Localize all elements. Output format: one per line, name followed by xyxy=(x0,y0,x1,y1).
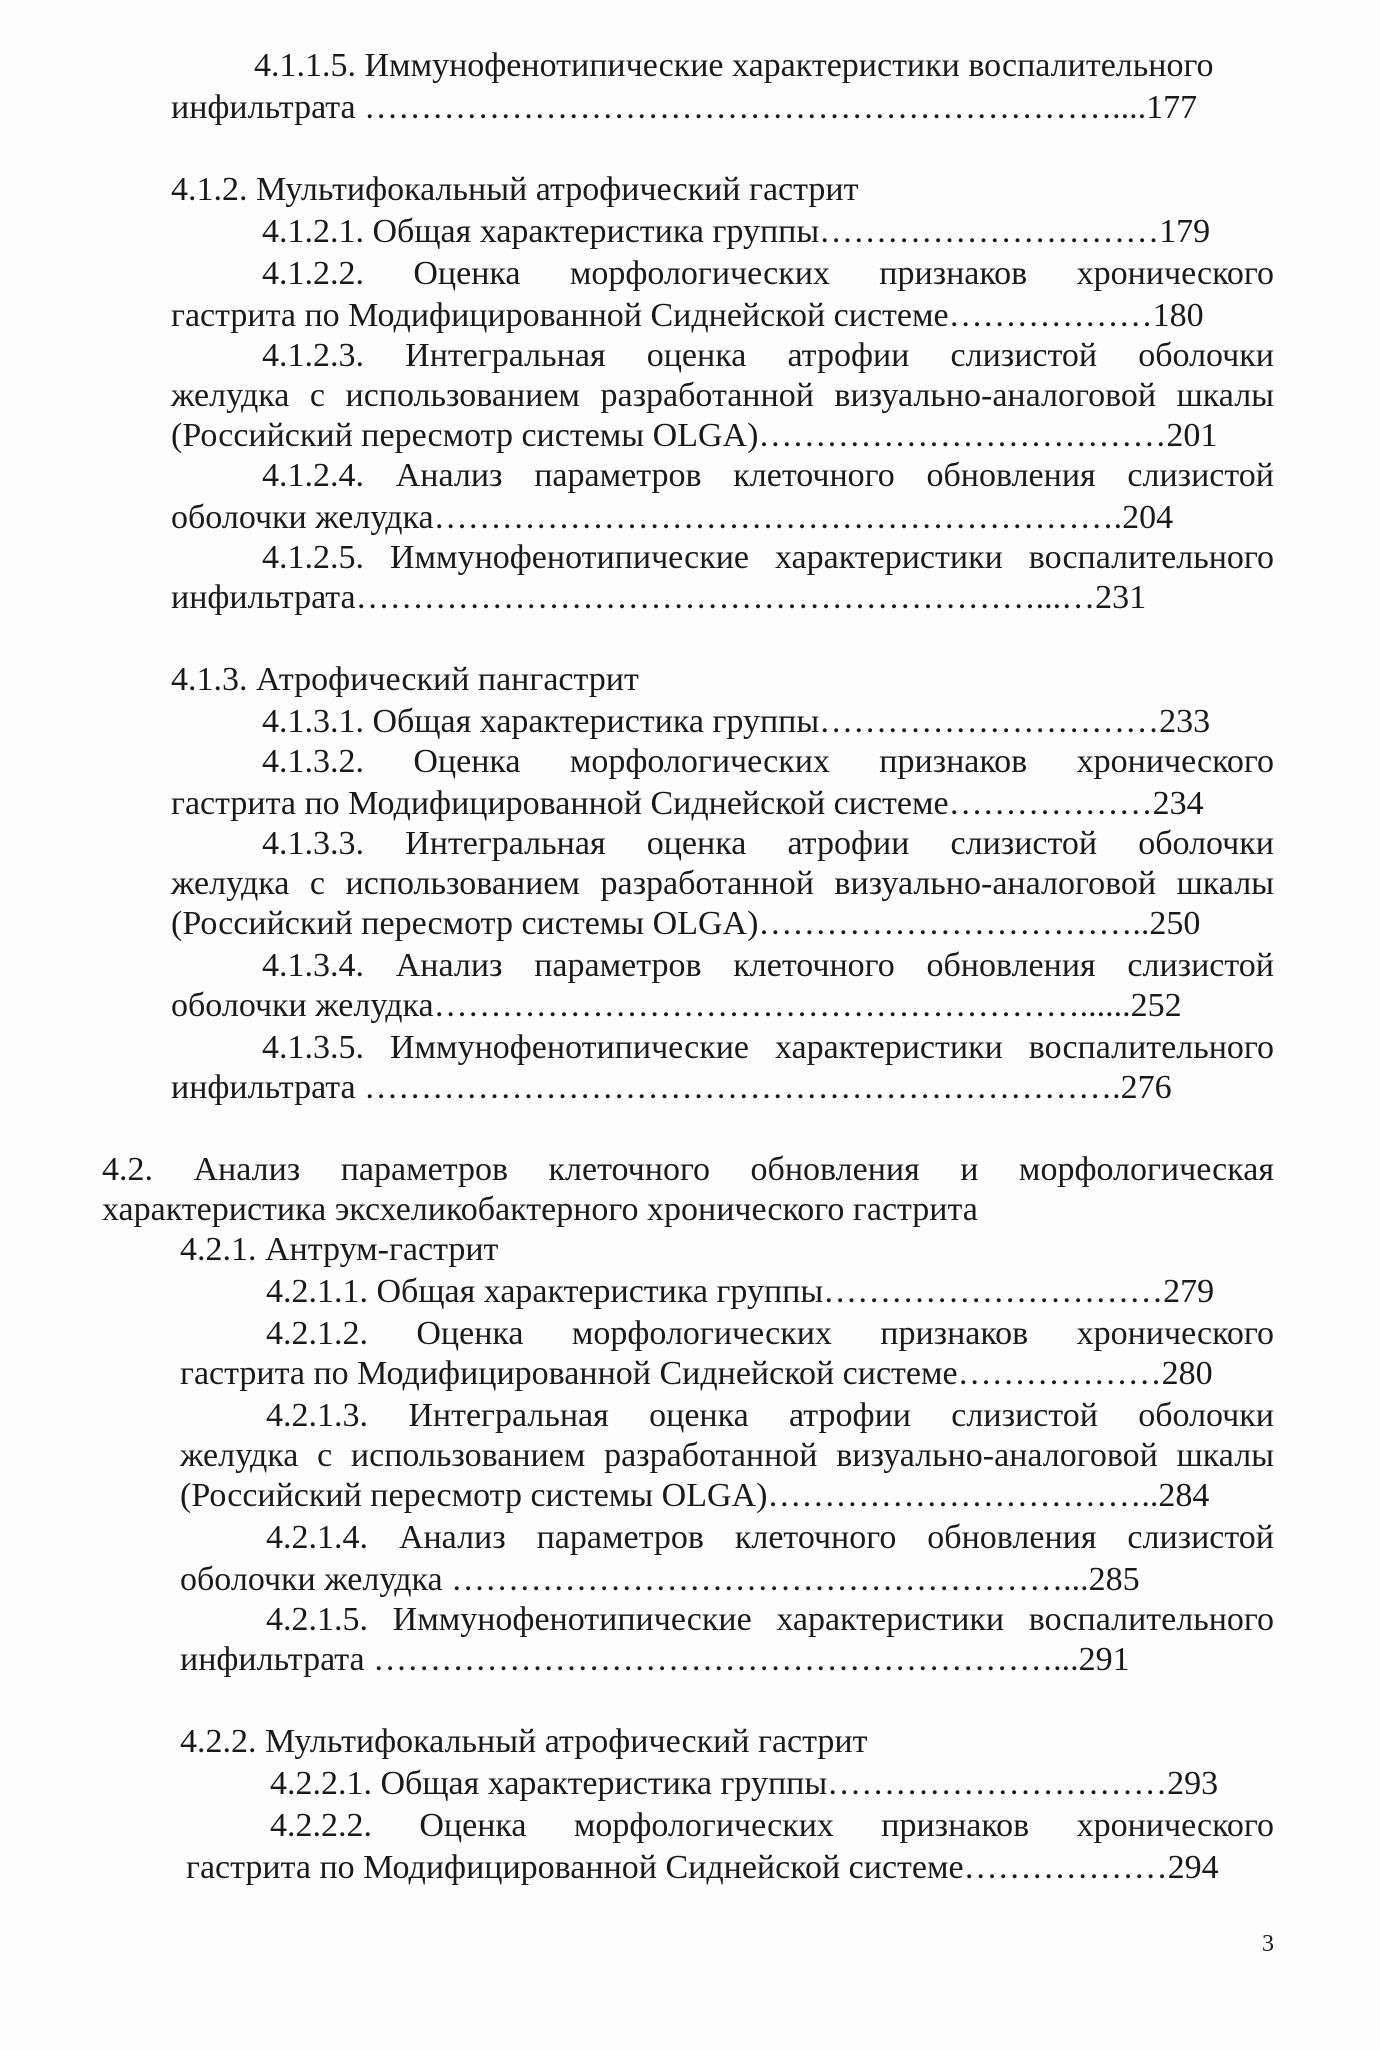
toc-line: 4.2.1.3. Интегральная оценка атрофии слизистой оболочки xyxy=(266,1397,1274,1434)
toc-line: 4.1.3.4. Анализ параметров клеточного обновления слизистой xyxy=(262,947,1274,984)
toc-line: инфильтрата ……………………………………………………...291 xyxy=(180,1641,1130,1678)
toc-line: (Российский пересмотр системы OLGA)……………………………..250 xyxy=(171,905,1201,942)
toc-line: оболочки желудка…………………………………………………......252 xyxy=(171,987,1182,1024)
toc-line: желудка с использованием разработанной визуально-аналоговой шкалы xyxy=(171,865,1274,902)
toc-line: 4.2.1.2. Оценка морфологических признаков хронического xyxy=(266,1315,1274,1352)
toc-line: 4.1.2.3. Интегральная оценка атрофии слизистой оболочки xyxy=(262,337,1274,374)
toc-line: оболочки желудка ………………………………………………...285 xyxy=(180,1561,1140,1598)
toc-line: 4.2.1.4. Анализ параметров клеточного обновления слизистой xyxy=(266,1519,1274,1556)
toc-line: (Российский пересмотр системы OLGA)………………………………201 xyxy=(171,417,1218,454)
toc-line: 4.1.3.3. Интегральная оценка атрофии слизистой оболочки xyxy=(262,825,1274,862)
toc-line: желудка с использованием разработанной визуально-аналоговой шкалы xyxy=(180,1437,1274,1474)
toc-line: 4.1.3.5. Иммунофенотипические характеристики воспалительного xyxy=(262,1029,1274,1066)
toc-line: 4.2.2.1. Общая характеристика группы…………………………293 xyxy=(270,1765,1219,1802)
toc-chapter-heading: 4.2. Анализ параметров клеточного обновления и морфологическая xyxy=(102,1151,1274,1188)
toc-section-heading: 4.2.2. Мультифокальный атрофический гастрит xyxy=(180,1723,868,1760)
toc-line: гастрита по Модифицированной Сиднейской системе………………280 xyxy=(180,1355,1213,1392)
toc-line: 4.1.2.4. Анализ параметров клеточного обновления слизистой xyxy=(262,457,1274,494)
toc-section-heading: 4.1.3. Атрофический пангастрит xyxy=(171,661,639,698)
toc-line: 4.1.3.1. Общая характеристика группы…………………………233 xyxy=(262,703,1211,740)
toc-line: (Российский пересмотр системы OLGA)……………………………..284 xyxy=(180,1477,1210,1514)
toc-line: 4.1.2.2. Оценка морфологических признаков хронического xyxy=(262,255,1274,292)
toc-chapter-heading: характеристика эксхеликобактерного хронического гастрита xyxy=(102,1191,978,1228)
toc-line: 4.1.2.5. Иммунофенотипические характеристики воспалительного xyxy=(262,539,1274,576)
toc-line: гастрита по Модифицированной Сиднейской системе………………234 xyxy=(171,785,1204,822)
toc-line: оболочки желудка…………………………………………………….204 xyxy=(171,499,1174,536)
toc-line: инфильтрата……………………………………………………...…231 xyxy=(171,579,1147,616)
toc-line: 4.2.1.1. Общая характеристика группы…………………………279 xyxy=(266,1273,1215,1310)
toc-line: 4.2.1.5. Иммунофенотипические характеристики воспалительного xyxy=(266,1601,1274,1638)
toc-line: гастрита по Модифицированной Сиднейской системе………………294 xyxy=(186,1849,1219,1886)
toc-line: 4.1.2.1. Общая характеристика группы…………………………179 xyxy=(262,213,1211,250)
toc-line: 4.1.3.2. Оценка морфологических признаков хронического xyxy=(262,743,1274,780)
toc-line: инфильтрата …………………………………………………………....177 xyxy=(171,89,1198,126)
toc-line: желудка с использованием разработанной визуально-аналоговой шкалы xyxy=(171,377,1274,414)
toc-line: 4.1.1.5. Иммунофенотипические характеристики воспалительного xyxy=(254,47,1214,84)
toc-section-heading: 4.2.1. Антрум-гастрит xyxy=(180,1231,499,1268)
toc-line: 4.2.2.2. Оценка морфологических признаков хронического xyxy=(270,1807,1274,1844)
toc-line: гастрита по Модифицированной Сиднейской системе………………180 xyxy=(171,297,1204,334)
toc-section-heading: 4.1.2. Мультифокальный атрофический гастрит xyxy=(171,171,859,208)
page-number: 3 xyxy=(1262,1931,1274,1957)
toc-line: инфильтрата ………………………………………………………….276 xyxy=(171,1069,1172,1106)
